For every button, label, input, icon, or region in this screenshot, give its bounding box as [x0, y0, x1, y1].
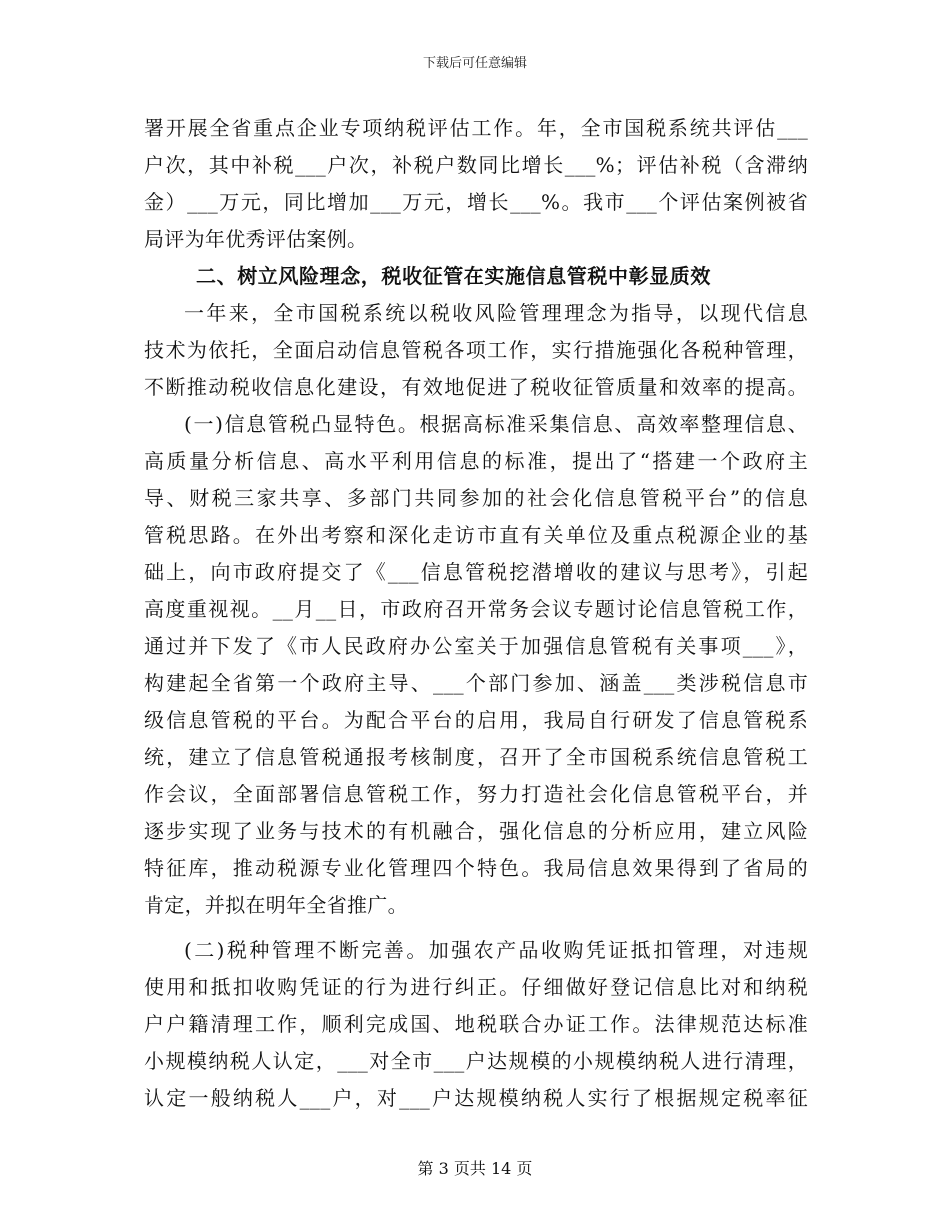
text-line: 署开展全省重点企业专项纳税评估工作。年，全市国税系统共评估___: [144, 116, 808, 140]
text-line: 构建起全省第一个政府主导、___个部门参加、涵盖___类涉税信息市: [144, 671, 808, 695]
text-line: 统，建立了信息管税通报考核制度，召开了全市国税系统信息管税工: [144, 745, 808, 769]
text-line: 逐步实现了业务与技术的有机融合，强化信息的分析应用，建立风险: [144, 819, 808, 843]
page-number: 第 3 页共 14 页: [417, 1159, 533, 1178]
text-line: 局评为年优秀评估案例。: [144, 227, 368, 251]
page-header-note: 下载后可任意编辑: [422, 56, 527, 71]
text-line: 通过并下发了《市人民政府办公室关于加强信息管税有关事项___》，: [144, 634, 808, 658]
text-line: 肯定，并拟在明年全省推广。: [144, 893, 408, 917]
text-line: 管税思路。在外出考察和深化走访市直有关单位及重点税源企业的基: [144, 523, 808, 547]
section-heading: 二、树立风险理念，税收征管在实施信息管税中彰显质效: [196, 264, 711, 288]
paragraph-first-line: 一年来，全市国税系统以税收风险管理理念为指导，以现代信息: [184, 301, 808, 325]
text-line: 础上，向市政府提交了《___信息管税挖潜增收的建议与思考》，引起: [144, 560, 808, 584]
text-line: 技术为依托，全面启动信息管税各项工作，实行措施强化各税种管理，: [144, 338, 808, 362]
text-line: 户户籍清理工作，顺利完成国、地税联合办证工作。法律规范达标准: [144, 1012, 808, 1036]
paragraph-first-line: (一)信息管税凸显特色。根据高标准采集信息、高效率整理信息、: [184, 412, 808, 436]
paragraph-first-line: (二)税种管理不断完善。加强农产品收购凭证抵扣管理，对违规: [184, 938, 808, 962]
paragraph-gap: [144, 924, 808, 932]
text-line: 使用和抵扣收购凭证的行为进行纠正。仔细做好登记信息比对和纳税: [144, 975, 808, 999]
text-line: 小规模纳税人认定，___对全市___户达规模的小规模纳税人进行清理，: [144, 1049, 808, 1073]
text-line: 高质量分析信息、高水平利用信息的标准，提出了“搭建一个政府主: [144, 449, 808, 473]
text-line: 特征库，推动税源专业化管理四个特色。我局信息效果得到了省局的: [144, 856, 808, 880]
document-body: [144, 110, 808, 1117]
text-line: 级信息管税的平台。为配合平台的启用，我局自行研发了信息管税系: [144, 708, 808, 732]
text-line: 金）___万元，同比增加___万元，增长___%。我市___个评估案例被省: [144, 190, 808, 214]
text-line: 作会议，全面部署信息管税工作，努力打造社会化信息管税平台，并: [144, 782, 808, 806]
text-line: 认定一般纳税人___户，对___户达规模纳税人实行了根据规定税率征: [144, 1086, 808, 1110]
text-line: 导、财税三家共享、多部门共同参加的社会化信息管税平台”的信息: [144, 486, 808, 510]
text-line: 户次，其中补税___户次，补税户数同比增长___%；评估补税（含滞纳: [144, 153, 808, 177]
text-line: 不断推动税收信息化建设，有效地促进了税收征管质量和效率的提高。: [144, 375, 808, 399]
text-line: 高度重视视。__月__日，市政府召开常务会议专题讨论信息管税工作，: [144, 597, 808, 621]
